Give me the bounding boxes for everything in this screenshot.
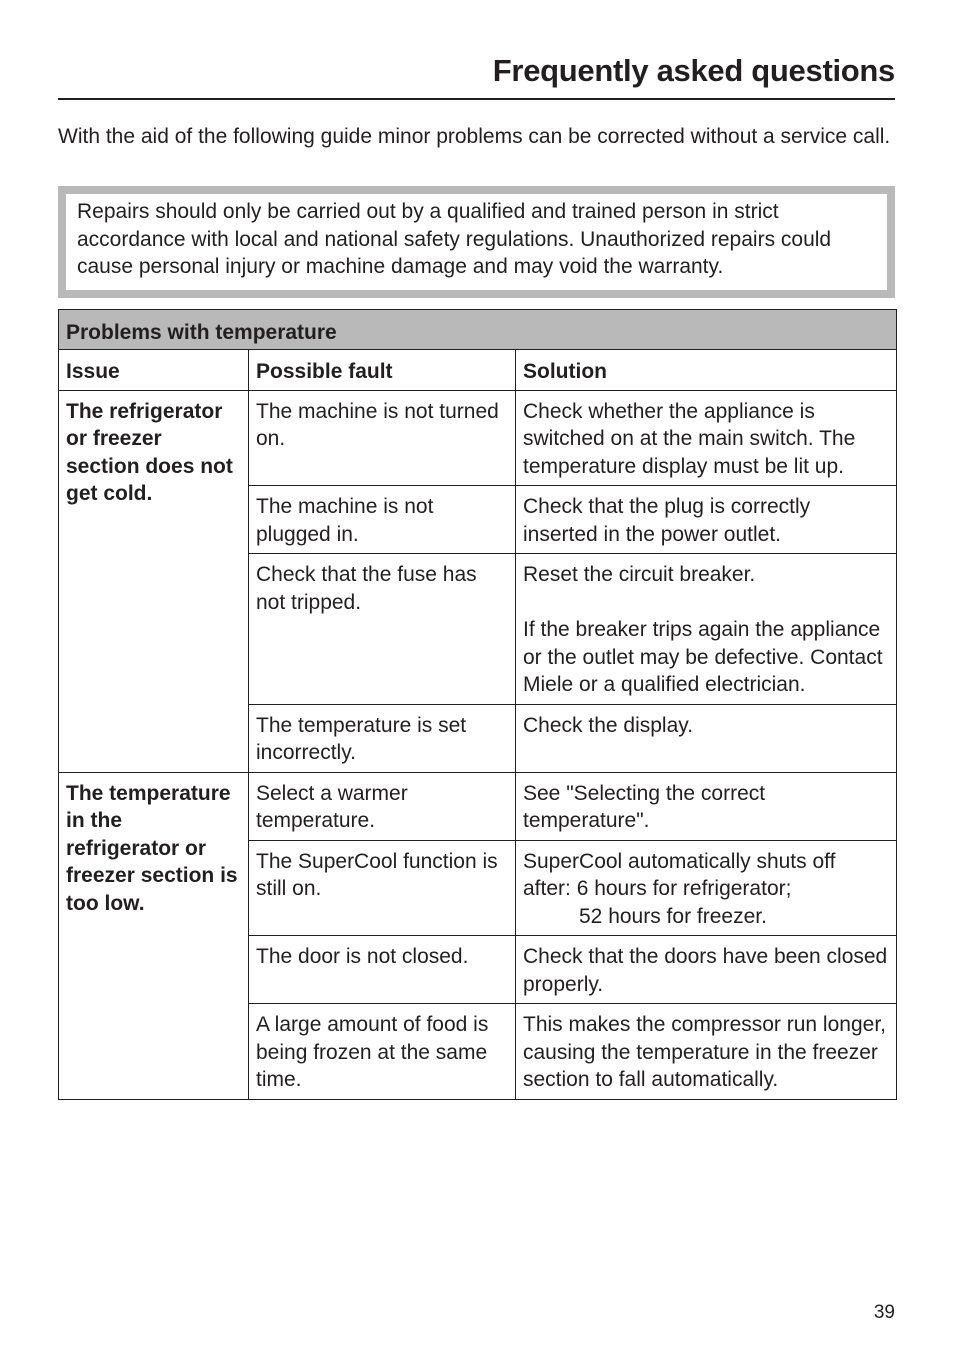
fault-cell: The door is not closed. <box>249 936 516 1004</box>
fault-cell: The machine is not plugged in. <box>249 486 516 554</box>
section-title: Problems with temperature <box>59 310 897 350</box>
table-row <box>59 772 897 840</box>
warning-text: Repairs should only be carried out by a qualified and trained person in strict accordance with local and national safety regulations. Unauthorized repairs could cause personal injury or machine damage and may void the warranty. <box>77 200 832 278</box>
solution-cell <box>516 554 897 705</box>
solution-text: SuperCool automatically shuts off after: 6 hours for refrigerator; <box>523 849 836 900</box>
paragraph-gap <box>523 589 888 617</box>
page-number: 39 <box>873 1302 895 1323</box>
issue-cell: The refrigerator or freezer section does not get cold. <box>59 390 249 772</box>
solution-cell: Check that the plug is correctly inserted in the power outlet. <box>516 486 897 554</box>
warning-box <box>58 186 895 298</box>
table-section-header <box>59 310 897 350</box>
solution-text-continued: 52 hours for freezer. <box>579 904 767 928</box>
issue-cell: The temperature in the refrigerator or freezer section is too low. <box>59 772 249 1099</box>
intro-paragraph: With the aid of the following guide minor problems can be corrected without a service call. <box>58 125 891 148</box>
solution-text-continued: If the breaker trips again the appliance or the outlet may be defective. Contact Miele or a qualified electrician. <box>523 618 883 696</box>
column-header-possible-fault: Possible fault <box>249 350 516 391</box>
solution-cell: See "Selecting the correct temperature". <box>516 772 897 840</box>
solution-text: Reset the circuit breaker. <box>523 563 756 586</box>
fault-cell: The SuperCool function is still on. <box>249 840 516 936</box>
solution-cell: This makes the compressor run longer, causing the temperature in the freezer section to fall automatically. <box>516 1004 897 1100</box>
solution-cell <box>516 840 897 936</box>
solution-cell: Check whether the appliance is switched on at the main switch. The temperature display must be lit up. <box>516 390 897 486</box>
table-column-header-row <box>59 350 897 391</box>
solution-cell: Check the display. <box>516 704 897 772</box>
fault-cell: Select a warmer temperature. <box>249 772 516 840</box>
table-row <box>59 390 897 486</box>
column-header-solution: Solution <box>516 350 897 391</box>
solution-cell: Check that the doors have been closed properly. <box>516 936 897 1004</box>
title-divider <box>58 98 895 100</box>
fault-cell: Check that the fuse has not tripped. <box>249 554 516 705</box>
faq-table <box>58 309 897 1100</box>
fault-cell: A large amount of food is being frozen at the same time. <box>249 1004 516 1100</box>
page-title: Frequently asked questions <box>492 53 895 88</box>
fault-cell: The machine is not turned on. <box>249 390 516 486</box>
fault-cell: The temperature is set incorrectly. <box>249 704 516 772</box>
column-header-issue: Issue <box>59 350 249 391</box>
